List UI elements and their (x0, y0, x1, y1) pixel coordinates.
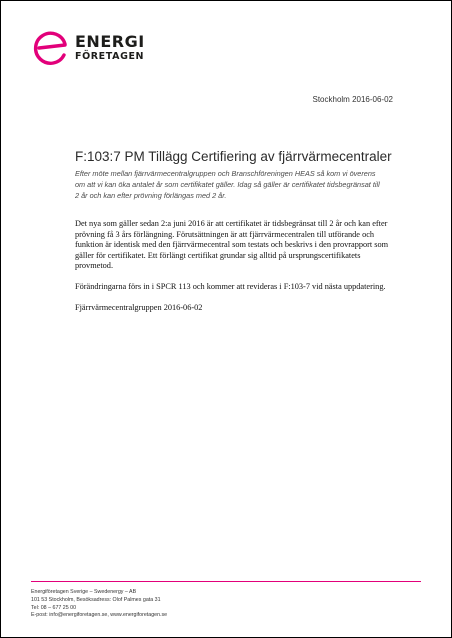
date-line: Stockholm 2016-06-02 (312, 95, 393, 104)
footer-company: Energiföretagen Sverige – Swedenergy – AB (31, 589, 137, 595)
footer-divider (31, 581, 421, 582)
body-paragraph: Det nya som gäller sedan 2:a juni 2016 är att certifikatet är tidsbegränsat till 2 år och kan efter prövning få 3 års förlängning. Förutsättningen är att fjärrvärmecentralen till utförande och funktion är identisk med den fjärrvärmecentral som testats och beskrivs i den provrapport som gäller för certifikatet. Ett förlängt certifikat grundar sig alltid på ursprungscertifikatets provmetod. (75, 219, 389, 271)
document-title: F:103:7 PM Tillägg Certifiering av fjärrvärmecentraler (75, 149, 392, 164)
document-body (75, 219, 393, 323)
logo-mark-icon (31, 28, 71, 68)
footer-address: 101 53 Stockholm, Besöksadress: Olof Palmes gata 31 (31, 596, 161, 603)
body-paragraph: Förändringarna förs in i SPCR 113 och kommer att revideras i F:103-7 vid nästa uppdatering. (75, 281, 386, 291)
logo-line-1: ENERGI (75, 32, 145, 52)
signature-line: Fjärrvärmecentralgruppen 2016-06-02 (75, 302, 203, 312)
logo-line-2: FÖRETAGEN (75, 51, 145, 63)
energiforetagen-logo (31, 28, 145, 68)
footer-phone: Tel: 08 – 677 25 00 (31, 604, 77, 611)
footer (31, 589, 331, 620)
intro-paragraph: Efter möte mellan fjärrvärmecentralgruppen och Branschföreningen HEAS så kom vi överens om att vi kan öka antalet år som certifikatet gäller. Idag så gäller är certifikatet tidsbegränsat till 2 år och kan efter prövning förlängas med 2 år. (75, 169, 380, 200)
logo-wordmark (75, 34, 145, 62)
footer-contact: E-post: info@energiforetagen.se, www.energiforetagen.se (31, 612, 168, 619)
